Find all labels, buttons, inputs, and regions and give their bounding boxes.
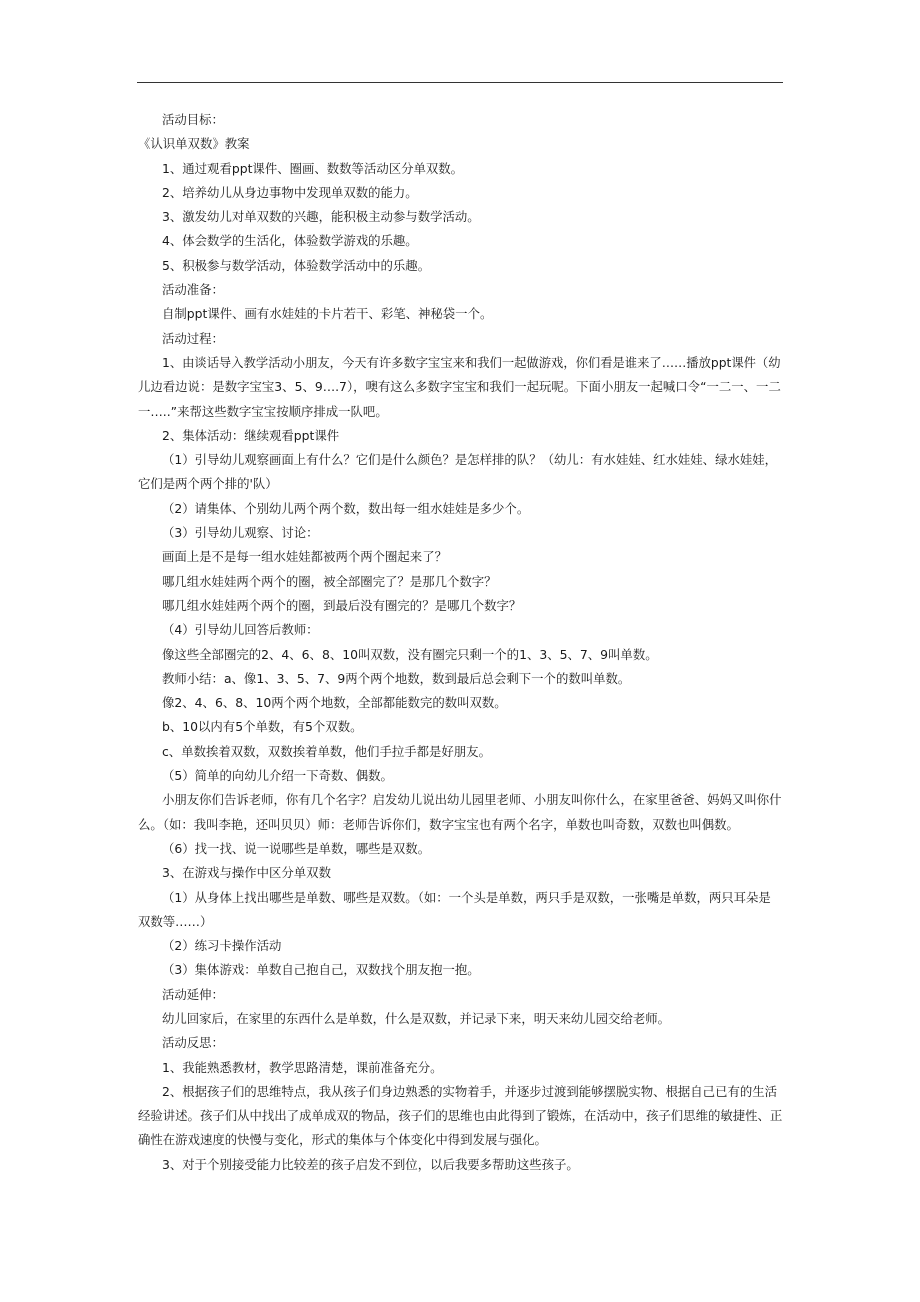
- text-line: 《认识单双数》教案: [138, 136, 250, 152]
- text-line: 4、体会数学的生活化，体验数学游戏的乐趣。: [162, 233, 418, 249]
- text-line: 3、激发幼儿对单双数的兴趣，能积极主动参与数学活动。: [162, 209, 480, 225]
- text-line: 1、通过观看ppt课件、圈画、数数等活动区分单双数。: [162, 160, 464, 176]
- text-line: 2、集体活动：继续观看ppt课件: [162, 427, 340, 443]
- text-line: （5）简单的向幼儿介绍一下奇数、偶数。: [162, 768, 393, 784]
- text-line: 哪几组水娃娃两个两个的圈，被全部圈完了？是那几个数字？: [162, 573, 497, 589]
- text-line: 画面上是不是每一组水娃娃都被两个两个圈起来了？: [162, 549, 447, 565]
- text-line: 它们是两个两个排的'队）: [138, 476, 278, 492]
- text-line: 自制ppt课件、画有水娃娃的卡片若干、彩笔、神秘袋一个。: [162, 306, 493, 322]
- text-line: 幼儿回家后，在家里的东西什么是单数，什么是双数，并记录下来，明天来幼儿园交给老师。: [162, 1010, 671, 1026]
- text-line: （3）集体游戏：单数自己抱自己，双数找个朋友抱一抱。: [162, 962, 480, 978]
- text-line: 5、积极参与数学活动，体验数学活动中的乐趣。: [162, 257, 431, 273]
- text-line: 3、在游戏与操作中区分单双数: [162, 865, 331, 881]
- text-line: 3、对于个别接受能力比较差的孩子启发不到位，以后我要多帮助这些孩子。: [162, 1156, 579, 1172]
- text-line: 像2、4、6、8、10两个两个地数，全部都能数完的数叫双数。: [162, 695, 507, 711]
- text-line: 1、由谈话导入教学活动小朋友，今天有许多数字宝宝来和我们一起做游戏，你们看是谁来了……播放ppt课件（幼: [162, 355, 781, 370]
- header-rule: [137, 82, 783, 83]
- text-line: 活动反思：: [162, 1035, 224, 1051]
- text-line: 双数等……）: [138, 913, 213, 929]
- text-line: 活动延伸：: [162, 986, 224, 1002]
- text-line: 教师小结：a、像1、3、5、7、9两个两个地数，数到最后总会剩下一个的数叫单数。: [162, 670, 631, 686]
- text-line: 活动准备：: [162, 282, 224, 298]
- text-line: （1）引导幼儿观察画面上有什么？它们是什么颜色？是怎样排的队？（幼儿：有水娃娃、红水娃娃、绿水娃娃，: [162, 452, 778, 468]
- text-line: （2）练习卡操作活动: [162, 938, 282, 954]
- text-line: 一…..”来帮这些数字宝宝按顺序排成一队吧。: [138, 403, 388, 419]
- text-line: 经验讲述。孩子们从中找出了成单成双的物品，孩子们的思维也由此得到了锻炼，在活动中，孩子们思维的敏捷性、正: [138, 1108, 783, 1124]
- text-line: （3）引导幼儿观察、讨论：: [162, 525, 319, 541]
- text-line: 活动过程：: [162, 330, 224, 346]
- text-line: b、10以内有5个单数，有5个双数。: [162, 719, 363, 735]
- text-line: 确性在游戏速度的快慢与变化，形式的集体与个体变化中得到发展与强化。: [138, 1132, 547, 1148]
- text-line: （2）请集体、个别幼儿两个两个数，数出每一组水娃娃是多少个。: [162, 500, 530, 516]
- text-line: 小朋友你们告诉老师，你有几个名字？启发幼儿说出幼儿园里老师、小朋友叫你什么，在家里爸爸、妈妈又叫你什: [162, 792, 782, 808]
- text-line: 么。（如：我叫李艳，还叫贝贝）师：老师告诉你们，数字宝宝也有两个名字，单数也叫奇数，双数也叫偶数。: [138, 816, 739, 832]
- text-line: （1）从身体上找出哪些是单数、哪些是双数。（如：一个头是单数，两只手是双数，一张嘴是单数，两只耳朵是: [162, 889, 771, 905]
- text-line: 哪几组水娃娃两个两个的圈，到最后没有圈完的？是哪几个数字？: [162, 597, 522, 613]
- text-line: （4）引导幼儿回答后教师：: [162, 622, 319, 638]
- text-line: 像这些全部圈完的2、4、6、8、10叫双数，没有圈完只剩一个的1、3、5、7、9叫单数。: [162, 646, 658, 662]
- text-line: （6）找一找、说一说哪些是单数，哪些是双数。: [162, 840, 431, 856]
- text-line: 2、培养幼儿从身边事物中发现单双数的能力。: [162, 184, 418, 200]
- text-line: c、单数挨着双数，双数挨着单数，他们手拉手都是好朋友。: [162, 743, 491, 759]
- text-line: 1、我能熟悉教材，教学思路清楚，课前准备充分。: [162, 1059, 443, 1075]
- text-line: 2、根据孩子们的思维特点，我从孩子们身边熟悉的实物着手，并逐步过渡到能够摆脱实物、根据自己已有的生活: [162, 1083, 778, 1099]
- text-line: 活动目标：: [162, 112, 224, 127]
- document-body: [138, 108, 784, 1177]
- text-line: 儿边看边说：是数字宝宝3、5、9….7），噢有这么多数字宝宝和我们一起玩呢。下面小朋友一起喊口令“一二一、一二: [138, 379, 781, 395]
